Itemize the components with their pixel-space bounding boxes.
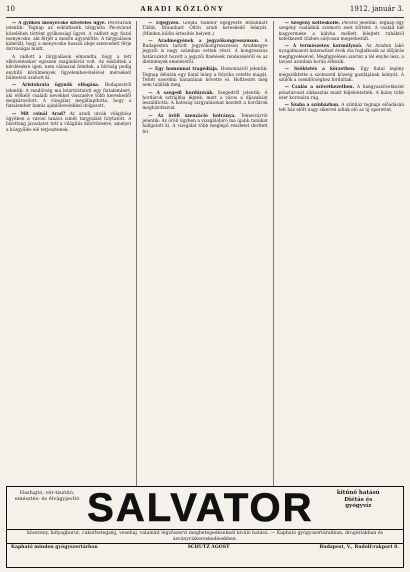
column-left <box>6 21 131 489</box>
article-headline: — Szöktetés a körzetben. <box>284 67 356 73</box>
ad-brand-logo: SALVATOR <box>87 485 314 530</box>
article-headline: — Eljegyzés. <box>148 21 180 26</box>
article-headline: — A szegedi hordárzsák. <box>148 90 214 96</box>
page-number: 10 <box>6 5 15 13</box>
article-text: Gonda Nándor eljegyezte Braunhart Tildát, Braunhart Ödön aradi kereskedő leányát. (Minden külön értesítés helyett.) <box>142 21 268 37</box>
article-paragraph <box>279 44 404 65</box>
masthead <box>6 4 404 18</box>
article-paragraph <box>279 103 404 114</box>
article-headline: — Aristokrata ügynök elfogása. <box>12 83 100 89</box>
article-text: Pécsről jelentik: Tegnap egy szegény családnál szomorú eset történt. A család két kisgyermeke a kályha mellett felejtett ruháktól keletkezett tűzben súlyosan megsebesült. <box>278 21 404 42</box>
article-paragraph <box>142 114 267 135</box>
ad-right-line: kitűnő hatású <box>336 490 380 496</box>
article-paragraph <box>279 67 404 83</box>
article-text: A vádlott a tárgyaláson elmondta, hogy a tett elkövetésekor egészen magánkívül volt. Az esküdtek a kérdésekre igen, nem válasszal feleltek, a bíróság pedig enyhítő körülmények figyelembevételével mérsékelt büntetést szabott ki. <box>6 54 132 81</box>
article-headline: — Mit csinál Arad? <box>12 111 66 117</box>
article-headline: — Az öröli szenzáció botránya. <box>148 113 236 119</box>
article-paragraph <box>142 67 267 88</box>
article-headline: — Szaba a színházban. <box>284 103 340 109</box>
article-text: Temesvárról jelentik: Az öröli ügyben a vizsgálóbíró ma újabb tanúkat hallgatott ki. A vizsgálat több meglepő részletet derített fel. <box>142 113 268 135</box>
article-headline: — Csalás a szövetkezetben. <box>284 85 355 91</box>
article-text: A színház tegnapi előadásán telt ház előtt nagy sikerrel adták elő az új operettet. <box>278 103 404 114</box>
article-text: Homonnáról jelentik: Tegnap délután egy fiatal leány a folyóba vetette magát. Tettét szerelmi bánatában követte el. Holttestét még nem találták meg. <box>142 67 268 89</box>
article-text: Az aradi utcák világítása ügyében a városi tanács ismét tárgyalást folytatott. A bizottság javaslatot tett a világítás kibővítésére, amelyet a közgyűlés elé terjesztenek. <box>6 111 132 133</box>
article-paragraph <box>279 85 404 101</box>
ad-left-text: Hashajtó, vér-tisztító, emésztés- és étvágyjavító <box>14 490 80 502</box>
article-headline: — A természetes kormúlyozó. <box>284 44 363 50</box>
ad-availability: Kapható minden gyógyszertárban <box>11 545 98 551</box>
issue-date: 1912. január 3. <box>349 5 404 13</box>
article-text: Pécsváradi jelentik: Tegnap az esküdtszék tárgyalta Pécsvárad közelében történt gyilkossági ügyet. A vádlott egy fiatal menyecske, aki férjét a mezőn agyonlőtte. A tárgyaláson kiderült, hogy a menyecske hosszú ideje szenvedett férje durvaságai miatt. <box>6 21 132 53</box>
article-headline: — A gyilkos menyecske kivételes ügye. <box>12 21 107 26</box>
ad-description: köszvény, hólyaghurut, cukorbetegség, vesebaj, valamint légzőszervi megbetegedéseknél kiváló hatású. — Kapható gyógyszertárakban, drogériákban és ásványvízkereskedésekben. <box>7 529 403 543</box>
article-text: A hangyaszövetkezet pénztárosát sikkasztás miatt feljelentették. A hiány több ezer koronára rúg. <box>278 85 404 101</box>
column-divider <box>273 21 274 489</box>
article-paragraph <box>142 21 267 37</box>
column-divider <box>136 21 137 489</box>
article-text: A Budapesten tartott jegyzőkongresszuson Aradmegye jegyzői is nagy számban vettek részt. A kongresszus határozatot hozott a jegyzői fizetések rendezéséről és az illetmények emeléséről. <box>142 38 268 66</box>
ad-distributor: SCHUTZ ÁGOST <box>187 545 230 551</box>
ad-right-line: Diétás és <box>344 496 373 503</box>
article-paragraph <box>6 83 131 109</box>
column-right <box>279 21 404 489</box>
article-paragraph <box>6 112 131 133</box>
article-paragraph <box>279 21 404 42</box>
salvator-advertisement <box>6 486 404 568</box>
ad-right-text <box>314 487 403 529</box>
article-text: Az Aradon lakó nyugalmazott katonatiszt évek óta foglalkozik az időjárás megfigyelésével. Megfigyelései szerint a tél enyhe lesz, a tavasz azonban korán érkezik. <box>278 44 404 66</box>
article-text: Szegedről jelentik: A hordárok sztrájkba léptek, mert a város a díjszabást leszállította. A hatóság tárgyalásokat kezdett a hordárok megbízottaival. <box>142 90 268 112</box>
article-headline: — Szegény ketteskolle. <box>284 21 341 26</box>
article-paragraph <box>6 21 131 53</box>
column-middle <box>142 21 267 489</box>
article-text: Budapestről jelentik: A rendőrség ma letartóztatott egy fiatalembert, aki előkelő családi nevekkel visszaélve több kereskedőt megkárosított. A vizsgálat megállapította, hogy a fiatalember hamis ajánlólevelekkel dolgozott. <box>6 83 132 110</box>
ad-right-line: gyógyvíz <box>345 503 372 510</box>
article-headline: — Egy homonnai tragédiája. <box>148 67 219 73</box>
ad-address: Budapest, V., Rudolf-rakpart 8. <box>319 545 399 551</box>
newspaper-title: ARADI KÖZLÖNY <box>140 4 225 13</box>
article-headline: — Aradmegyének a jegyzőkongresszuson. <box>148 38 260 44</box>
article-paragraph <box>6 55 131 81</box>
article-text: Egy fiatal legény megszöktette a szomszéd község gazdájának leányát. A szülők a csendőrséghez fordultak. <box>278 67 404 83</box>
article-columns <box>6 21 404 489</box>
article-paragraph <box>142 91 267 112</box>
article-paragraph <box>142 39 267 65</box>
